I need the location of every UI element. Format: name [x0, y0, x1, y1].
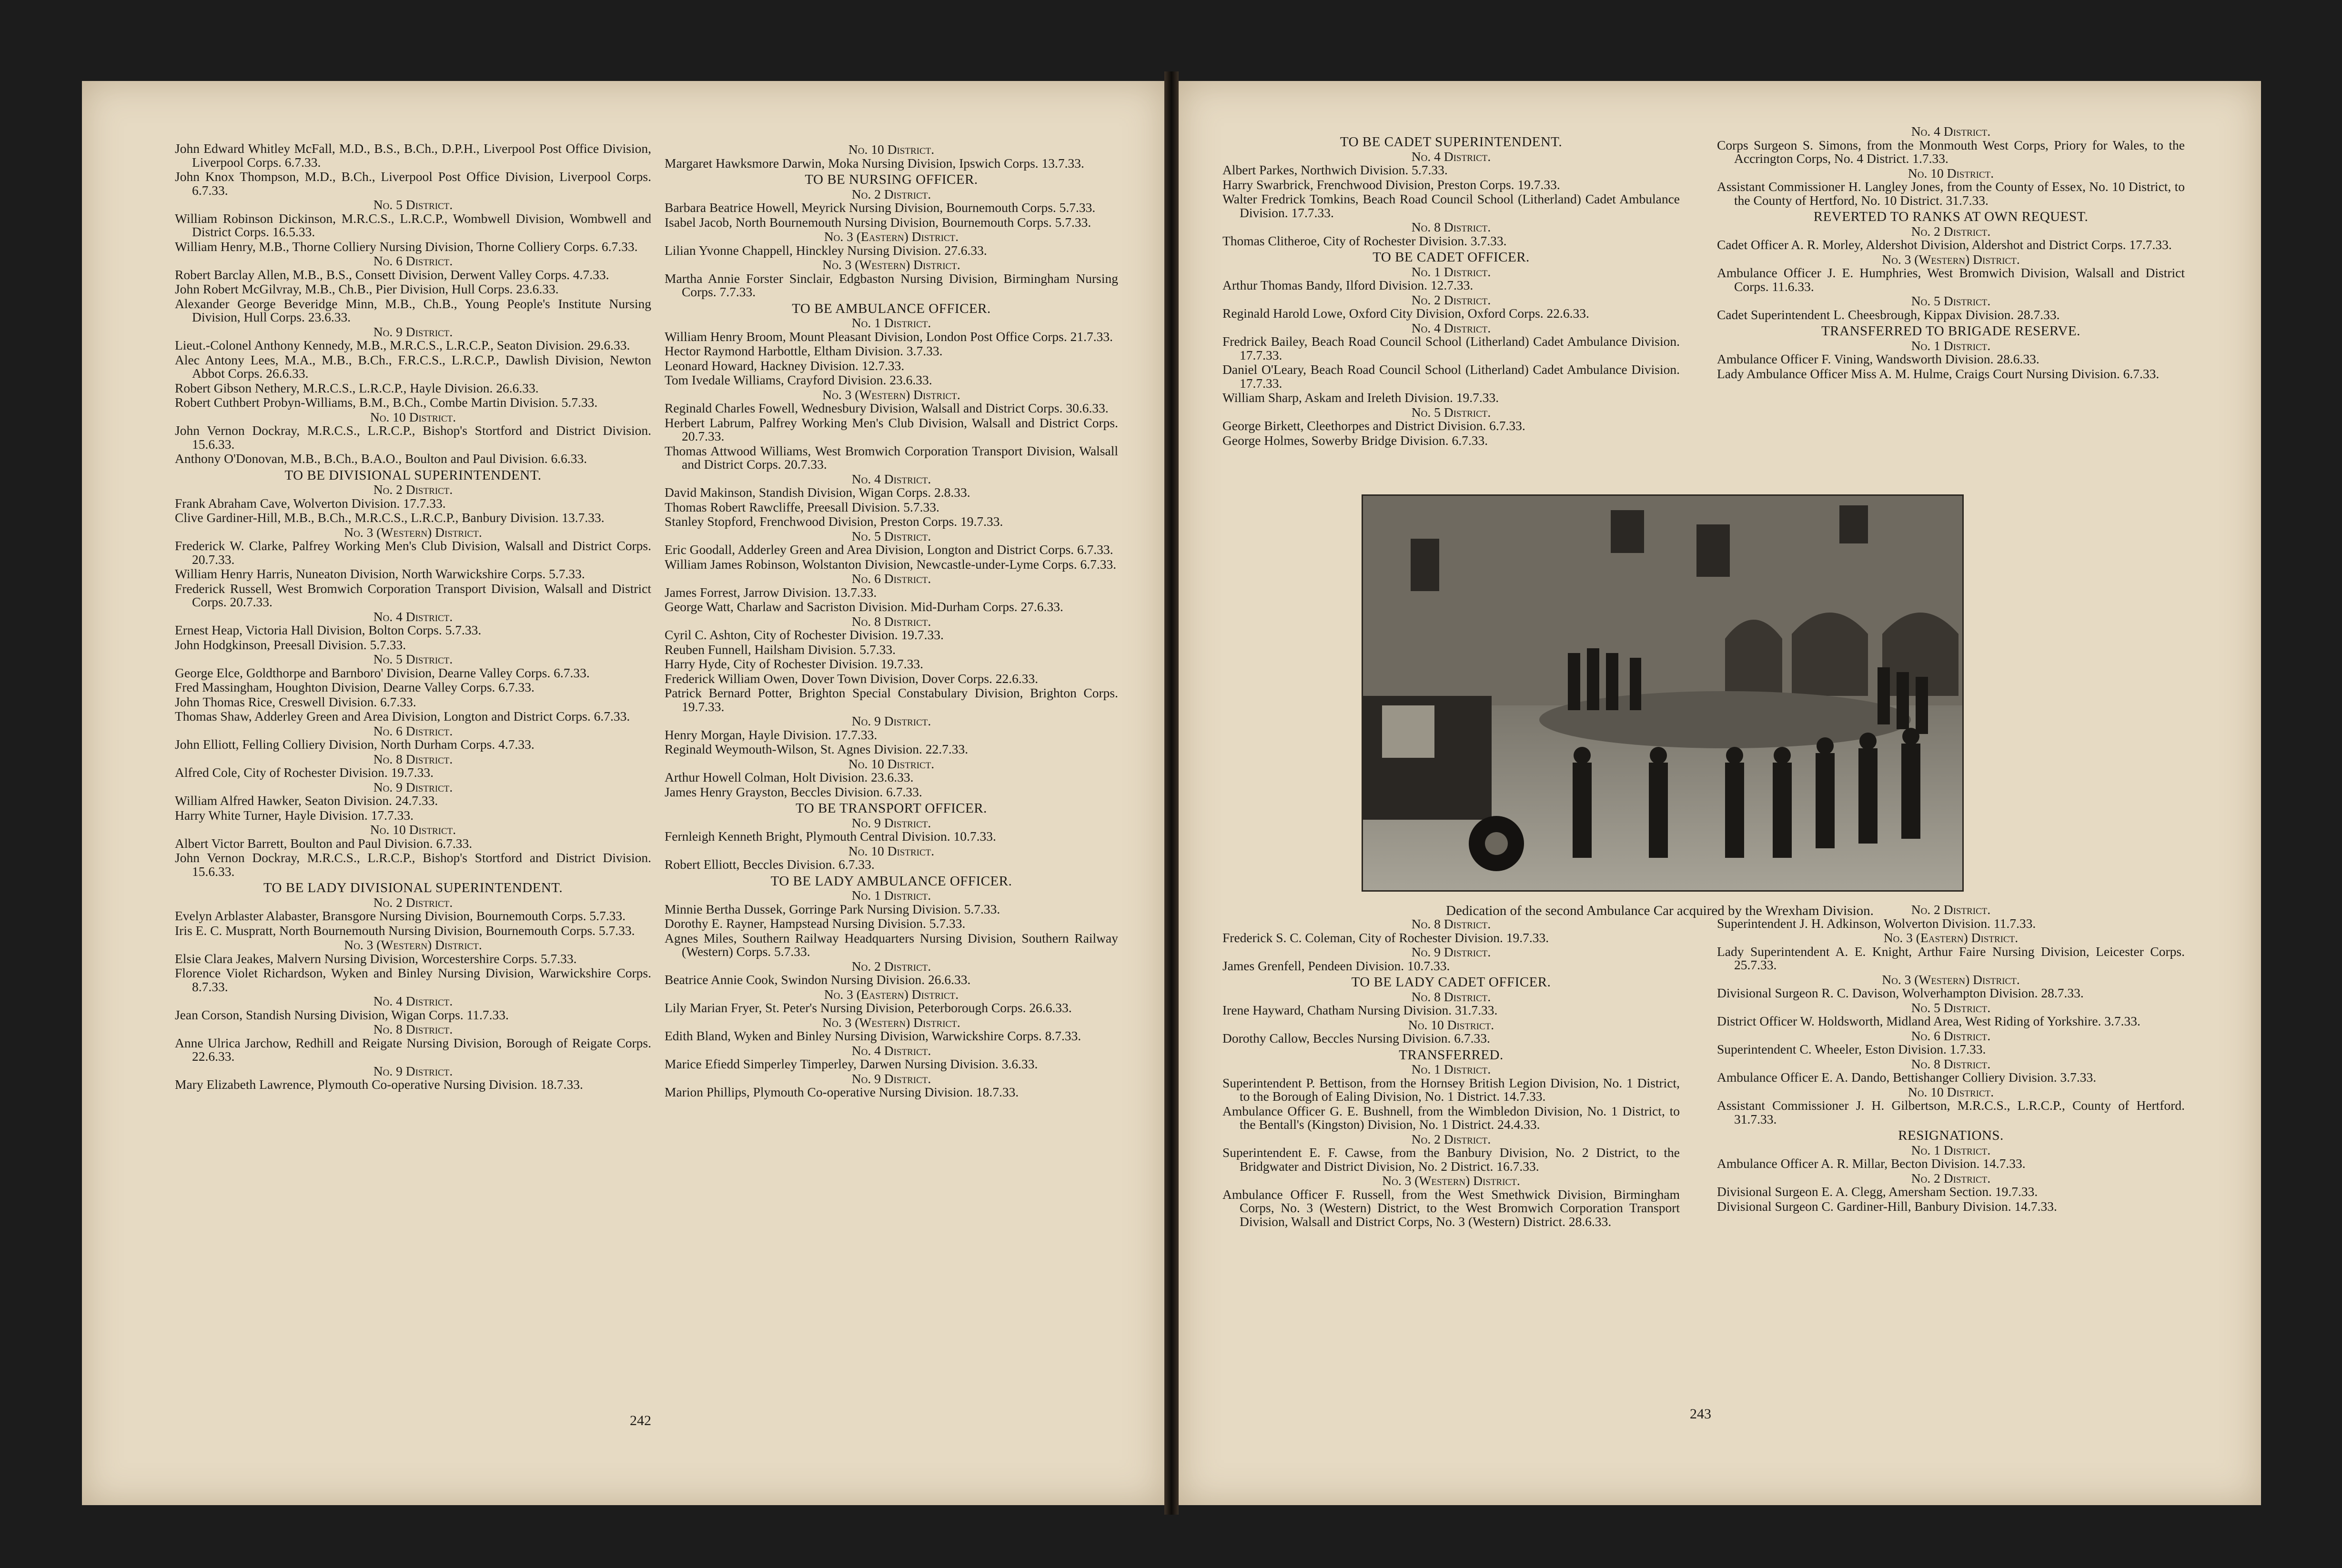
appointment-entry: Robert Gibson Nethery, M.R.C.S., L.R.C.P., Hayle Division. 26.6.33.	[175, 380, 539, 395]
appointment-entry: Ambulance Officer A. R. Millar, Becton Division. 14.7.33.	[1717, 1156, 2026, 1171]
district-heading: No. 2 District.	[1911, 902, 1991, 917]
district-heading: No. 3 (Western) District.	[1882, 972, 2020, 987]
appointment-entry: Frederick Russell, West Bromwich Corporation Transport Division, Walsall and District Corps. 20.7.33.	[175, 581, 651, 609]
appointment-entry: George Birkett, Cleethorpes and District Division. 6.7.33.	[1222, 418, 1525, 433]
appointment-entry: James Forrest, Jarrow Division. 13.7.33.	[665, 584, 877, 600]
district-heading: No. 10 District.	[848, 843, 935, 858]
district-heading: No. 8 District.	[851, 613, 931, 629]
appointment-entry: Reginald Charles Fowell, Wednesbury Division, Walsall and District Corps. 30.6.33.	[665, 401, 1109, 415]
appointment-entry: Elsie Clara Jeakes, Malvern Nursing Division, Worcestershire Corps. 5.7.33.	[175, 951, 577, 966]
right-page-column-3	[1222, 916, 1680, 1229]
appointment-entry: Reginald Weymouth-Wilson, St. Agnes Division. 22.7.33.	[665, 742, 969, 756]
section-heading: TRANSFERRED TO BRIGADE RESERVE.	[1821, 323, 2080, 339]
district-heading: No. 10 District.	[848, 756, 935, 771]
appointment-entry: Robert Cuthbert Probyn-Williams, B.M., B.Ch., Combe Martin Division. 5.7.33.	[175, 395, 598, 410]
appointment-entry: Minnie Bertha Dussek, Gorringe Park Nursing Division. 5.7.33.	[665, 901, 1000, 916]
district-heading: No. 5 District.	[373, 197, 453, 212]
appointment-entry: Frederick S. C. Coleman, City of Rochester Division. 19.7.33.	[1222, 930, 1549, 945]
appointment-entry: Harry White Turner, Hayle Division. 17.7.33.	[175, 807, 414, 823]
appointment-entry: Lilian Yvonne Chappell, Hinckley Nursing Division. 27.6.33.	[665, 242, 987, 258]
photo-illustration	[1363, 496, 1962, 890]
appointment-entry: Barbara Beatrice Howell, Meyrick Nursing Division, Bournemouth Corps. 5.7.33.	[665, 200, 1096, 215]
appointment-entry: Fredrick Bailey, Beach Road Council School (Litherland) Cadet Ambulance Division. 17.7.33.	[1222, 334, 1680, 362]
appointment-entry: Ambulance Officer F. Russell, from the West Smethwick Division, Birmingham Corps, No. 3 (Western) District, to the West Bromwich Corporation Transport Division, Walsall and District Corps, No. 3 (Western) District. 28.6.33.	[1222, 1186, 1680, 1229]
appointment-entry: Alexander George Beveridge Minn, M.B., Ch.B., Young People's Institute Nursing Division, Hull Corps. 23.6.33.	[175, 296, 651, 324]
section-heading: TO BE AMBULANCE OFFICER.	[792, 301, 991, 316]
district-heading: No. 9 District.	[851, 714, 931, 728]
district-heading: No. 3 (Western) District.	[344, 937, 482, 952]
left-page-column-2	[665, 142, 1118, 1100]
appointment-entry: Mary Elizabeth Lawrence, Plymouth Co-operative Nursing Division. 18.7.33.	[175, 1077, 583, 1092]
district-heading: No. 9 District.	[1411, 945, 1491, 959]
appointment-entry: Eric Goodall, Adderley Green and Area Division, Longton and District Corps. 6.7.33.	[665, 542, 1113, 557]
page-number-left: 242	[630, 1413, 651, 1428]
appointment-entry: Reuben Funnell, Hailsham Division. 5.7.33.	[665, 642, 896, 657]
district-heading: No. 3 (Western) District.	[344, 524, 482, 540]
appointment-entry: Marion Phillips, Plymouth Co-operative Nursing Division. 18.7.33.	[665, 1085, 1019, 1099]
district-heading: No. 3 (Western) District.	[822, 387, 960, 402]
appointment-entry: Thomas Attwood Williams, West Bromwich Corporation Transport Division, Walsall and District Corps. 20.7.33.	[665, 443, 1118, 472]
section-heading: TO BE TRANSPORT OFFICER.	[796, 801, 987, 816]
appointment-entry: John Vernon Dockray, M.R.C.S., L.R.C.P., Bishop's Stortford and District Division. 15.6.33.	[175, 423, 651, 452]
appointment-entry: Assistant Commissioner J. H. Gilbertson, M.R.C.S., L.R.C.P., County of Hertford. 31.7.33.	[1717, 1098, 2185, 1126]
district-heading: No. 8 District.	[1411, 916, 1491, 931]
appointment-entry: Fernleigh Kenneth Bright, Plymouth Central Division. 10.7.33.	[665, 829, 996, 844]
district-heading: No. 9 District.	[851, 815, 931, 830]
appointment-entry: Isabel Jacob, North Bournemouth Nursing Division, Bournemouth Corps. 5.7.33.	[665, 214, 1091, 230]
appointment-entry: William Henry Harris, Nuneaton Division, North Warwickshire Corps. 5.7.33.	[175, 566, 585, 581]
district-heading: No. 1 District.	[1411, 1062, 1491, 1076]
appointment-entry: William Alfred Hawker, Seaton Division. 24.7.33.	[175, 793, 438, 808]
appointment-entry: Iris E. C. Muspratt, North Bournemouth Nursing Division, Bournemouth Corps. 5.7.33.	[175, 923, 635, 938]
district-heading: No. 3 (Eastern) District.	[824, 986, 959, 1002]
appointment-entry: William Robinson Dickinson, M.R.C.S., L.R.C.P., Wombwell Division, Wombwell and District Corps. 16.5.33.	[175, 211, 651, 239]
appointment-entry: David Makinson, Standish Division, Wigan Corps. 2.8.33.	[665, 485, 970, 500]
district-heading: No. 6 District.	[1911, 1028, 1991, 1043]
appointment-entry: Robert Elliott, Beccles Division. 6.7.33.	[665, 857, 875, 872]
district-heading: No. 2 District.	[373, 482, 453, 497]
appointment-entry: Harry Hyde, City of Rochester Division. 19.7.33.	[665, 656, 924, 671]
appointment-entry: Alfred Cole, City of Rochester Division. 19.7.33.	[175, 765, 434, 780]
appointment-entry: Reginald Harold Lowe, Oxford City Division, Oxford Corps. 22.6.33.	[1222, 306, 1589, 321]
appointment-entry: Superintendent P. Bettison, from the Hornsey British Legion Division, No. 1 District, to the Borough of Ealing Division, No. 1 District. 14.7.33.	[1222, 1075, 1680, 1104]
appointment-entry: Lily Marian Fryer, St. Peter's Nursing Division, Peterborough Corps. 26.6.33.	[665, 1000, 1072, 1015]
district-heading: No. 3 (Eastern) District.	[1883, 930, 2019, 945]
appointment-entry: Robert Barclay Allen, M.B., B.S., Consett Division, Derwent Valley Corps. 4.7.33.	[175, 267, 609, 282]
district-heading: No. 5 District.	[851, 528, 931, 543]
appointment-entry: Corps Surgeon S. Simons, from the Monmouth West Corps, Priory for Wales, to the Accrington Corps, No. 4 District. 1.7.33.	[1717, 137, 2185, 166]
district-heading: No. 2 District.	[1911, 1170, 1991, 1186]
appointment-entry: John Hodgkinson, Preesall Division. 5.7.33.	[175, 637, 406, 652]
appointment-entry: John Edward Whitley McFall, M.D., B.S., B.Ch., D.P.H., Liverpool Post Office Division, Liverpool Corps. 6.7.33.	[175, 141, 651, 170]
appointment-entry: Dorothy Callow, Beccles Nursing Division. 6.7.33.	[1222, 1031, 1490, 1045]
district-heading: No. 8 District.	[373, 1022, 453, 1036]
appointment-entry: John Knox Thompson, M.D., B.Ch., Liverpool Post Office Division, Liverpool Corps. 6.7.33.	[175, 169, 651, 198]
district-heading: No. 5 District.	[1411, 404, 1491, 420]
section-heading: TO BE CADET OFFICER.	[1373, 250, 1530, 265]
district-heading: No. 5 District.	[373, 652, 453, 666]
appointment-entry: George Holmes, Sowerby Bridge Division. 6.7.33.	[1222, 432, 1488, 448]
appointment-entry: Marice Efiedd Simperley Timperley, Darwen Nursing Division. 3.6.33.	[665, 1056, 1038, 1071]
appointment-entry: Cadet Superintendent L. Cheesbrough, Kippax Division. 28.7.33.	[1717, 307, 2060, 322]
district-heading: No. 4 District.	[851, 471, 931, 486]
appointment-entry: Florence Violet Richardson, Wyken and Binley Nursing Division, Warwickshire Corps. 8.7.33.	[175, 965, 651, 994]
appointment-entry: Albert Victor Barrett, Boulton and Paul Division. 6.7.33.	[175, 835, 473, 851]
section-heading: TRANSFERRED.	[1399, 1047, 1504, 1063]
district-heading: No. 1 District.	[1411, 264, 1491, 279]
appointment-entry: Thomas Shaw, Adderley Green and Area Division, Longton and District Corps. 6.7.33.	[175, 709, 630, 724]
district-heading: No. 1 District.	[1911, 1142, 1991, 1157]
appointment-entry: Divisional Surgeon C. Gardiner-Hill, Banbury Division. 14.7.33.	[1717, 1198, 2057, 1214]
right-page-column-1	[1222, 132, 1680, 448]
appointment-entry: Arthur Howell Colman, Holt Division. 23.6.33.	[665, 770, 914, 784]
appointment-entry: Alec Antony Lees, M.A., M.B., B.Ch., F.R.C.S., L.R.C.P., Dawlish Division, Newton Abbot Corps. 26.6.33.	[175, 352, 651, 381]
appointment-entry: Irene Hayward, Chatham Nursing Division. 31.7.33.	[1222, 1003, 1498, 1017]
district-heading: No. 5 District.	[1911, 293, 1991, 308]
right-page-column-4	[1717, 902, 2185, 1214]
district-heading: No. 10 District.	[1408, 1017, 1494, 1032]
appointment-entry: Margaret Hawksmore Darwin, Moka Nursing Division, Ipswich Corps. 13.7.33.	[665, 155, 1084, 171]
appointment-entry: Arthur Thomas Bandy, Ilford Division. 12.7.33.	[1222, 278, 1474, 292]
appointment-entry: Agnes Miles, Southern Railway Headquarters Nursing Division, Southern Railway (Western) Corps. 5.7.33.	[665, 930, 1118, 959]
appointment-entry: Ambulance Officer G. E. Bushnell, from the Wimbledon Division, No. 1 District, to the Bentall's (Kingston) Division, No. 1 District. 24.4.33.	[1222, 1103, 1680, 1132]
district-heading: No. 10 District.	[1908, 1084, 1994, 1099]
appointment-entry: Martha Annie Forster Sinclair, Edgbaston Nursing Division, Birmingham Nursing Corps. 7.7.33.	[665, 271, 1118, 299]
appointment-entry: Dorothy E. Rayner, Hampstead Nursing Division. 5.7.33.	[665, 916, 966, 931]
appointment-entry: Assistant Commissioner H. Langley Jones, from the County of Essex, No. 10 District, to the County of Hertford, No. 10 District. 31.7.33.	[1717, 179, 2185, 208]
district-heading: No. 4 District.	[373, 609, 453, 624]
district-heading: No. 8 District.	[1411, 989, 1491, 1004]
section-heading: RESIGNATIONS.	[1898, 1128, 2004, 1143]
appointment-entry: William James Robinson, Wolstanton Division, Newcastle-under-Lyme Corps. 6.7.33.	[665, 556, 1117, 572]
district-heading: No. 1 District.	[851, 315, 931, 330]
appointment-entry: Lady Ambulance Officer Miss A. M. Hulme, Craigs Court Nursing Division. 6.7.33.	[1717, 366, 2160, 381]
district-heading: No. 2 District.	[1911, 223, 1991, 239]
district-heading: No. 4 District.	[373, 994, 453, 1008]
appointment-entry: Anthony O'Donovan, M.B., B.Ch., B.A.O., Boulton and Paul Division. 6.6.33.	[175, 451, 587, 466]
section-heading: TO BE LADY DIVISIONAL SUPERINTENDENT.	[263, 880, 563, 895]
section-heading: REVERTED TO RANKS AT OWN REQUEST.	[1813, 209, 2089, 224]
appointment-entry: James Henry Grayston, Beccles Division. 6.7.33.	[665, 784, 922, 799]
appointment-entry: Frank Abraham Cave, Wolverton Division. 17.7.33.	[175, 495, 446, 511]
appointment-entry: Divisional Surgeon E. A. Clegg, Amersham Section. 19.7.33.	[1717, 1184, 2038, 1199]
appointment-entry: William Henry, M.B., Thorne Colliery Nursing Division, Thorne Colliery Corps. 6.7.33.	[175, 239, 638, 254]
appointment-entry: Hector Raymond Harbottle, Eltham Division. 3.7.33.	[665, 343, 943, 358]
district-heading: No. 5 District.	[1911, 1000, 1991, 1015]
appointment-entry: Daniel O'Leary, Beach Road Council School (Litherland) Cadet Ambulance Division. 17.7.33.	[1222, 362, 1680, 391]
district-heading: No. 3 (Eastern) District.	[824, 229, 959, 244]
appointment-entry: Stanley Stopford, Frenchwood Division, Preston Corps. 19.7.33.	[665, 514, 1003, 529]
appointment-entry: Ernest Heap, Victoria Hall Division, Bolton Corps. 5.7.33.	[175, 623, 482, 637]
district-heading: No. 10 District.	[370, 409, 456, 424]
section-heading: TO BE DIVISIONAL SUPERINTENDENT.	[284, 467, 542, 483]
appointment-entry: Henry Morgan, Hayle Division. 17.7.33.	[665, 727, 878, 742]
appointment-entry: Jean Corson, Standish Nursing Division, Wigan Corps. 11.7.33.	[175, 1007, 509, 1022]
district-heading: No. 4 District.	[1411, 320, 1491, 335]
section-heading: TO BE LADY AMBULANCE OFFICER.	[770, 873, 1012, 889]
appointment-entry: John Thomas Rice, Creswell Division. 6.7.33.	[175, 694, 416, 709]
district-heading: No. 6 District.	[373, 723, 453, 738]
appointment-entry: Superintendent C. Wheeler, Eston Division. 1.7.33.	[1717, 1042, 1986, 1056]
appointment-entry: Superintendent E. F. Cawse, from the Banbury Division, No. 2 District, to the Bridgwater and District Division, No. 2 District. 16.7.33.	[1222, 1145, 1680, 1174]
district-heading: No. 4 District.	[851, 1043, 931, 1058]
appointment-entry: Divisional Surgeon R. C. Davison, Wolverhampton Division. 28.7.33.	[1717, 985, 2084, 1000]
appointment-entry: Clive Gardiner-Hill, M.B., B.Ch., M.R.C.S., L.R.C.P., Banbury Division. 13.7.33.	[175, 510, 605, 525]
appointment-entry: Leonard Howard, Hackney Division. 12.7.33.	[665, 358, 905, 373]
district-heading: No. 9 District.	[373, 779, 453, 794]
appointment-entry: George Elce, Goldthorpe and Barnboro' Division, Dearne Valley Corps. 6.7.33.	[175, 665, 590, 680]
appointment-entry: Cyril C. Ashton, City of Rochester Division. 19.7.33.	[665, 627, 944, 642]
appointment-entry: Lady Superintendent A. E. Knight, Arthur Faire Nursing Division, Leicester Corps. 25.7.33.	[1717, 944, 2185, 972]
appointment-entry: Lieut.-Colonel Anthony Kennedy, M.B., M.R.C.S., L.R.C.P., Seaton Division. 29.6.33.	[175, 338, 630, 352]
district-heading: No. 3 (Western) District.	[822, 257, 960, 272]
appointment-entry: Fred Massingham, Houghton Division, Dearne Valley Corps. 6.7.33.	[175, 680, 535, 694]
district-heading: No. 8 District.	[373, 751, 453, 766]
district-heading: No. 6 District.	[851, 571, 931, 586]
book-gutter	[1164, 71, 1179, 1515]
district-heading: No. 4 District.	[1911, 124, 1991, 139]
appointment-entry: District Officer W. Holdsworth, Midland Area, West Riding of Yorkshire. 3.7.33.	[1717, 1014, 2140, 1028]
district-heading: No. 10 District.	[1908, 165, 1994, 181]
appointment-entry: Ambulance Officer J. E. Humphries, West Bromwich Division, Walsall and District Corps. 11.6.33.	[1717, 265, 2185, 294]
right-page	[1179, 81, 2261, 1505]
photo-caption: Dedication of the second Ambulance Car acquired by the Wrexham Division.	[1446, 903, 1874, 918]
appointment-entry: Beatrice Annie Cook, Swindon Nursing Division. 26.6.33.	[665, 972, 971, 987]
appointment-entry: John Vernon Dockray, M.R.C.S., L.R.C.P., Bishop's Stortford and District Division. 15.6.33.	[175, 850, 651, 879]
left-page	[82, 81, 1164, 1505]
section-heading: TO BE LADY CADET OFFICER.	[1351, 975, 1551, 990]
appointment-entry: William Henry Broom, Mount Pleasant Division, London Post Office Corps. 21.7.33.	[665, 329, 1113, 344]
appointment-entry: George Watt, Charlaw and Sacriston Division. Mid-Durham Corps. 27.6.33.	[665, 599, 1063, 614]
appointment-entry: Frederick William Owen, Dover Town Division, Dover Corps. 22.6.33.	[665, 671, 1039, 686]
appointment-entry: William Sharp, Askam and Ireleth Division. 19.7.33.	[1222, 390, 1499, 405]
district-heading: No. 3 (Western) District.	[1382, 1173, 1520, 1188]
district-heading: No. 1 District.	[1911, 338, 1991, 353]
district-heading: No. 2 District.	[373, 895, 453, 910]
district-heading: No. 9 District.	[851, 1071, 931, 1086]
appointment-entry: Frederick W. Clarke, Palfrey Working Men's Club Division, Walsall and District Corps. 20.7.33.	[175, 538, 651, 567]
section-heading: TO BE NURSING OFFICER.	[805, 172, 978, 187]
district-heading: No. 8 District.	[1911, 1056, 1991, 1071]
appointment-entry: Herbert Labrum, Palfrey Working Men's Club Division, Walsall and District Corps. 20.7.33.	[665, 415, 1118, 443]
appointment-entry: Anne Ulrica Jarchow, Redhill and Reigate Nursing Division, Borough of Reigate Corps. 22.6.33.	[175, 1035, 651, 1064]
district-heading: No. 3 (Western) District.	[1882, 251, 2020, 267]
district-heading: No. 2 District.	[1411, 292, 1491, 307]
district-heading: No. 2 District.	[851, 186, 931, 201]
appointment-entry: John Robert McGilvray, M.B., Ch.B., Pier Division, Hull Corps. 23.6.33.	[175, 281, 559, 296]
district-heading: No. 2 District.	[1411, 1131, 1491, 1146]
appointment-entry: Patrick Bernard Potter, Brighton Special Constabulary Division, Brighton Corps. 19.7.33.	[665, 685, 1118, 714]
appointment-entry: Tom Ivedale Williams, Crayford Division. 23.6.33.	[665, 372, 932, 387]
district-heading: No. 9 District.	[373, 1063, 453, 1078]
appointment-entry: Evelyn Arblaster Alabaster, Bransgore Nursing Division, Bournemouth Corps. 5.7.33.	[175, 908, 626, 923]
district-heading: No. 10 District.	[848, 142, 935, 157]
district-heading: No. 9 District.	[373, 324, 453, 339]
appointment-entry: Thomas Clitheroe, City of Rochester Division. 3.7.33.	[1222, 233, 1507, 248]
ambulance-dedication-photo	[1362, 494, 1964, 892]
district-heading: No. 4 District.	[1411, 149, 1491, 164]
appointment-entry: Harry Swarbrick, Frenchwood Division, Preston Corps. 19.7.33.	[1222, 177, 1560, 192]
appointment-entry: Superintendent J. H. Adkinson, Wolverton Division. 11.7.33.	[1717, 915, 2036, 931]
appointment-entry: John Elliott, Felling Colliery Division, North Durham Corps. 4.7.33.	[175, 737, 535, 752]
district-heading: No. 1 District.	[851, 888, 931, 903]
appointment-entry: Ambulance Officer E. A. Dando, Bettishanger Colliery Division. 3.7.33.	[1717, 1070, 2097, 1085]
appointment-entry: Edith Bland, Wyken and Binley Nursing Division, Warwickshire Corps. 8.7.33.	[665, 1028, 1081, 1043]
appointment-entry: Cadet Officer A. R. Morley, Aldershot Division, Aldershot and District Corps. 17.7.33.	[1717, 237, 2172, 252]
district-heading: No. 6 District.	[373, 253, 453, 268]
page-number-right: 243	[1690, 1406, 1711, 1422]
appointment-entry: Ambulance Officer F. Vining, Wandsworth Division. 28.6.33.	[1717, 352, 2039, 366]
appointment-entry: Walter Fredrick Tomkins, Beach Road Council School (Litherland) Cadet Ambulance Division. 17.7.33.	[1222, 191, 1680, 220]
district-heading: No. 8 District.	[1411, 220, 1491, 234]
appointment-entry: Albert Parkes, Northwich Division. 5.7.33.	[1222, 162, 1448, 177]
appointment-entry: James Grenfell, Pendeen Division. 10.7.33.	[1222, 958, 1450, 973]
district-heading: No. 2 District.	[851, 958, 931, 974]
appointment-entry: Thomas Robert Rawcliffe, Preesall Division. 5.7.33.	[665, 499, 939, 514]
left-page-column-1	[175, 142, 651, 1093]
district-heading: No. 3 (Western) District.	[822, 1015, 960, 1030]
section-heading: TO BE CADET SUPERINTENDENT.	[1340, 134, 1563, 150]
right-page-column-2	[1717, 124, 2185, 382]
district-heading: No. 10 District.	[370, 822, 456, 837]
